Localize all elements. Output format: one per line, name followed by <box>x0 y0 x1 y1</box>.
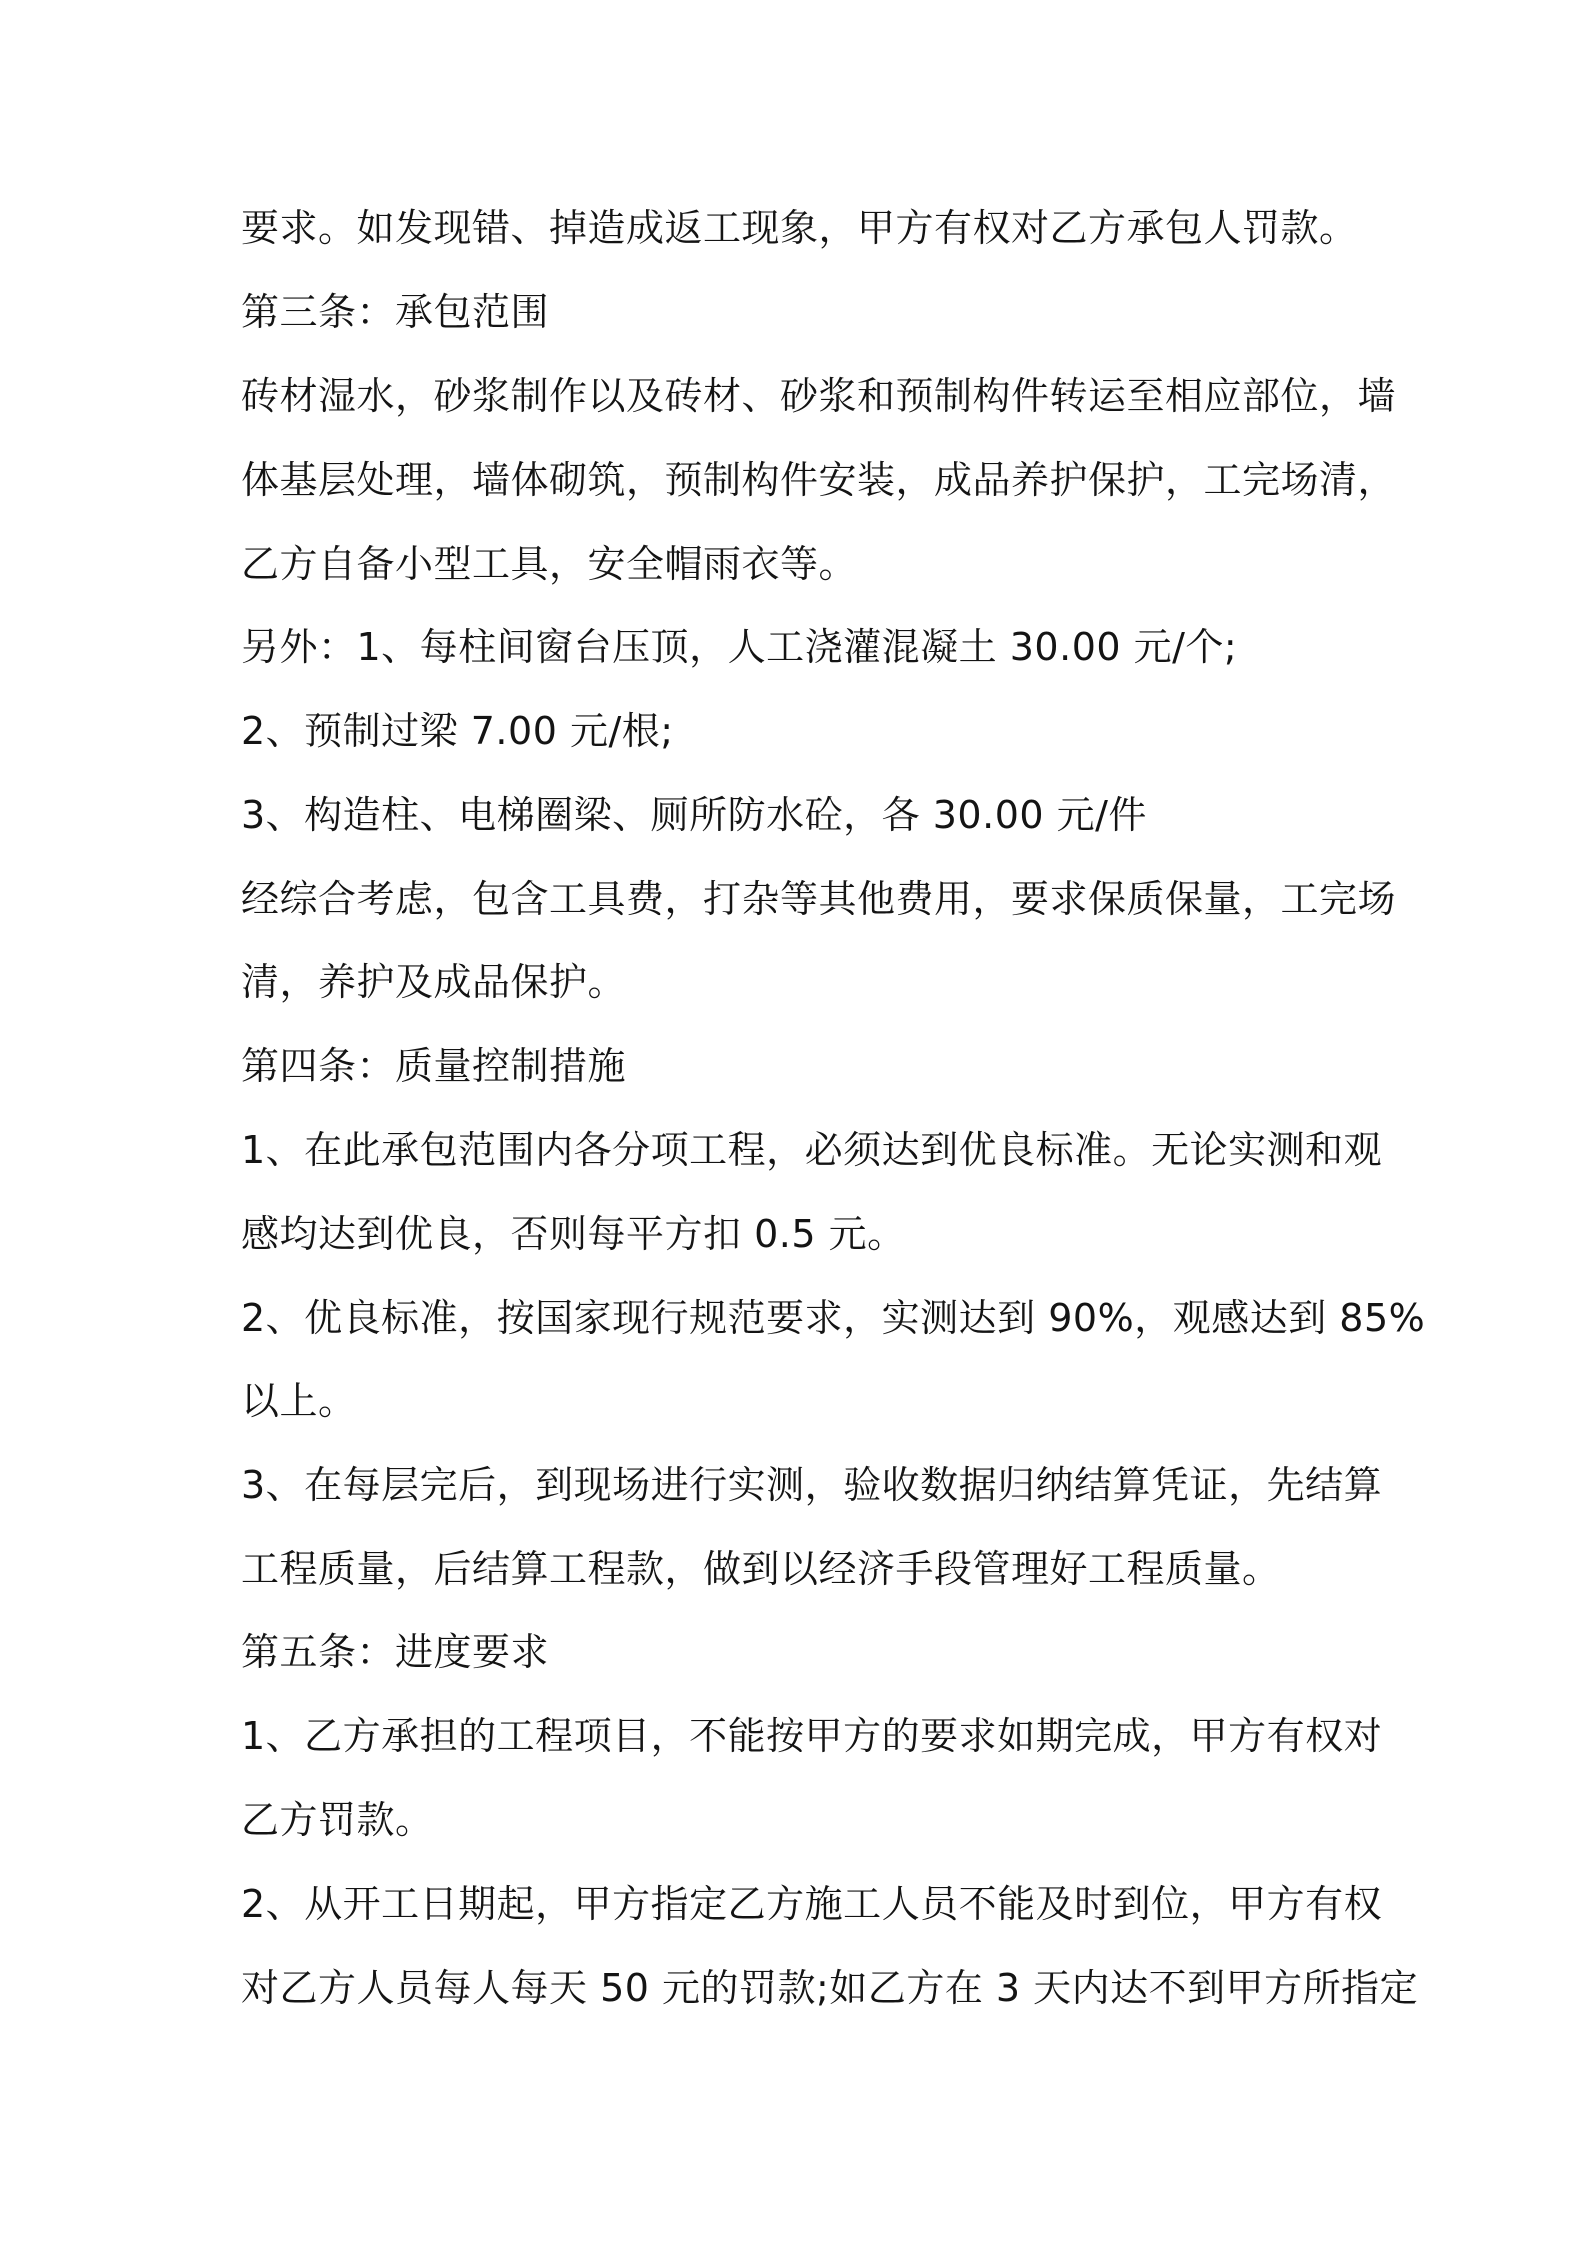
section-heading-5: 第五条：进度要求 <box>241 1630 550 1674</box>
paragraph-line: 另外：1、每柱间窗台压顶，人工浇灌混凝土 30.00 元/个; <box>241 625 1238 669</box>
section-heading-3: 第三条：承包范围 <box>241 290 550 334</box>
paragraph-line: 1、在此承包范围内各分项工程，必须达到优良标准。无论实测和观 <box>241 1128 1383 1172</box>
paragraph-line: 工程质量，后结算工程款，做到以经济手段管理好工程质量。 <box>241 1547 1281 1591</box>
paragraph-line: 经综合考虑，包含工具费，打杂等其他费用，要求保质保量，工完场 <box>241 877 1397 921</box>
paragraph-line: 3、在每层完后，到现场进行实测，验收数据归纳结算凭证，先结算 <box>241 1463 1383 1507</box>
paragraph-line: 以上。 <box>241 1379 357 1423</box>
paragraph-line: 砖材湿水，砂浆制作以及砖材、砂浆和预制构件转运至相应部位，墙 <box>241 374 1397 418</box>
paragraph-line: 乙方自备小型工具，安全帽雨衣等。 <box>241 542 858 586</box>
paragraph-line: 2、预制过梁 7.00 元/根; <box>241 709 674 753</box>
paragraph-line: 3、构造柱、电梯圈梁、厕所防水砼，各 30.00 元/件 <box>241 793 1147 837</box>
paragraph-line: 清，养护及成品保护。 <box>241 960 627 1004</box>
paragraph-line: 1、乙方承担的工程项目，不能按甲方的要求如期完成，甲方有权对 <box>241 1714 1383 1758</box>
paragraph-line: 体基层处理，墙体砌筑，预制构件安装，成品养护保护，工完场清， <box>241 458 1397 502</box>
paragraph-line: 2、优良标准，按国家现行规范要求，实测达到 90%，观感达到 85% <box>241 1296 1426 1340</box>
paragraph-line: 感均达到优良，否则每平方扣 0.5 元。 <box>241 1212 906 1256</box>
paragraph-line: 要求。如发现错、掉造成返工现象，甲方有权对乙方承包人罚款。 <box>241 206 1358 250</box>
section-heading-4: 第四条：质量控制措施 <box>241 1044 627 1088</box>
paragraph-line: 乙方罚款。 <box>241 1798 434 1842</box>
paragraph-line: 2、从开工日期起，甲方指定乙方施工人员不能及时到位，甲方有权 <box>241 1882 1383 1926</box>
paragraph-line: 对乙方人员每人每天 50 元的罚款;如乙方在 3 天内达不到甲方所指定 <box>241 1966 1419 2010</box>
